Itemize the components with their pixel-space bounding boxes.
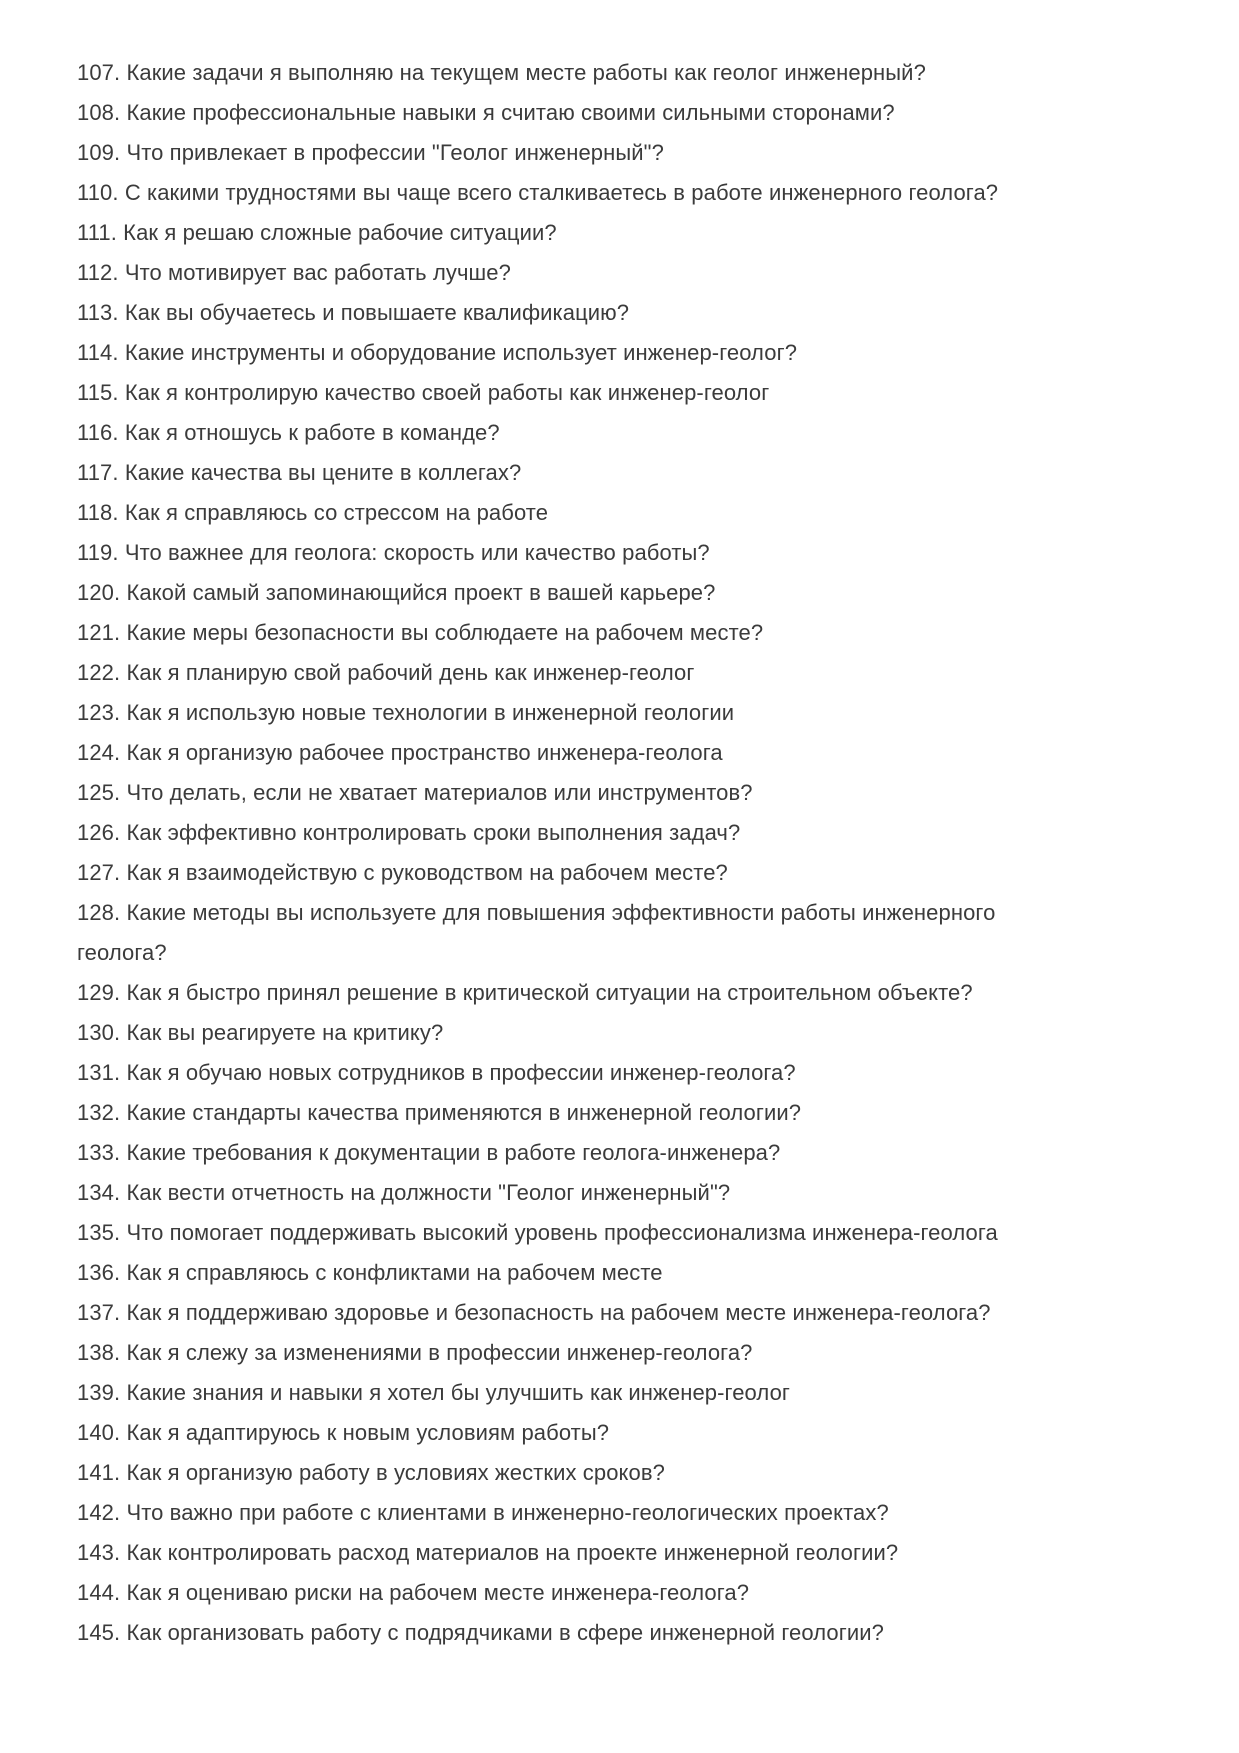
- question-item: [77, 1093, 1067, 1133]
- question-number: 131.: [77, 1060, 121, 1085]
- question-text: Какие инструменты и оборудование использует инженер-геолог?: [124, 340, 798, 365]
- question-text: Как я отношусь к работе в команде?: [124, 420, 500, 445]
- question-text: Как контролировать расход материалов на проекте инженерной геологии?: [126, 1540, 899, 1565]
- question-text: Что важнее для геолога: скорость или качество работы?: [124, 540, 710, 565]
- question-text: Как я организую рабочее пространство инженера-геолога: [126, 740, 723, 765]
- question-text: Какие методы вы используете для повышения эффективности работы инженерного геолога?: [77, 900, 996, 965]
- question-text: Какие стандарты качества применяются в инженерной геологии?: [126, 1100, 802, 1125]
- question-number: 122.: [77, 660, 121, 685]
- question-number: 114.: [77, 340, 119, 365]
- question-text: Как я адаптируюсь к новым условиям работы?: [126, 1420, 610, 1445]
- question-number: 128.: [77, 900, 121, 925]
- question-number: 117.: [77, 460, 119, 485]
- question-number: 137.: [77, 1300, 121, 1325]
- question-text: Что делать, если не хватает материалов или инструментов?: [126, 780, 753, 805]
- question-text: Какие профессиональные навыки я считаю своими сильными сторонами?: [126, 100, 895, 125]
- question-text: Что привлекает в профессии "Геолог инженерный"?: [126, 140, 664, 165]
- question-item: [77, 213, 1067, 253]
- question-text: Какие качества вы цените в коллегах?: [124, 460, 522, 485]
- question-item: [77, 853, 1067, 893]
- question-text: Как я справляюсь со стрессом на работе: [124, 500, 549, 525]
- question-number: 109.: [77, 140, 121, 165]
- question-item: [77, 1533, 1067, 1573]
- question-number: 135.: [77, 1220, 121, 1245]
- question-number: 144.: [77, 1580, 121, 1605]
- question-number: 141.: [77, 1460, 121, 1485]
- question-item: [77, 1053, 1067, 1093]
- question-text: Как я слежу за изменениями в профессии инженер-геолога?: [126, 1340, 753, 1365]
- question-item: [77, 653, 1067, 693]
- question-number: 110.: [77, 180, 119, 205]
- question-text: Что важно при работе с клиентами в инженерно-геологических проектах?: [126, 1500, 889, 1525]
- question-item: [77, 813, 1067, 853]
- question-number: 142.: [77, 1500, 121, 1525]
- question-text: Как я планирую свой рабочий день как инженер-геолог: [126, 660, 695, 685]
- question-item: [77, 573, 1067, 613]
- question-item: [77, 373, 1067, 413]
- question-text: Как организовать работу с подрядчиками в сфере инженерной геологии?: [126, 1620, 884, 1645]
- question-item: [77, 133, 1067, 173]
- question-text: Как вы обучаетесь и повышаете квалификацию?: [124, 300, 630, 325]
- question-item: [77, 253, 1067, 293]
- question-item: [77, 1133, 1067, 1173]
- question-item: [77, 693, 1067, 733]
- question-number: 130.: [77, 1020, 121, 1045]
- question-text: Как я контролирую качество своей работы как инженер-геолог: [124, 380, 770, 405]
- question-item: [77, 493, 1067, 533]
- question-number: 127.: [77, 860, 121, 885]
- question-number: 125.: [77, 780, 121, 805]
- question-item: [77, 93, 1067, 133]
- question-number: 143.: [77, 1540, 121, 1565]
- question-number: 107.: [77, 60, 121, 85]
- question-item: [77, 453, 1067, 493]
- question-text: Как я организую работу в условиях жестких сроков?: [126, 1460, 665, 1485]
- question-number: 111.: [77, 220, 117, 245]
- question-item: [77, 1413, 1067, 1453]
- question-item: [77, 893, 1067, 973]
- question-item: [77, 53, 1067, 93]
- question-number: 112.: [77, 260, 119, 285]
- question-item: [77, 733, 1067, 773]
- question-item: [77, 413, 1067, 453]
- question-number: 113.: [77, 300, 119, 325]
- question-number: 133.: [77, 1140, 121, 1165]
- question-number: 123.: [77, 700, 121, 725]
- question-item: [77, 333, 1067, 373]
- question-text: Как я взаимодействую с руководством на рабочем месте?: [126, 860, 728, 885]
- question-number: 108.: [77, 100, 121, 125]
- question-number: 118.: [77, 500, 119, 525]
- question-item: [77, 1293, 1067, 1333]
- question-text: Как я поддерживаю здоровье и безопасность на рабочем месте инженера-геолога?: [126, 1300, 991, 1325]
- question-text: Какие меры безопасности вы соблюдаете на рабочем месте?: [126, 620, 764, 645]
- question-item: [77, 533, 1067, 573]
- question-number: 121.: [77, 620, 121, 645]
- question-number: 116.: [77, 420, 119, 445]
- question-item: [77, 1253, 1067, 1293]
- question-text: Как я справляюсь с конфликтами на рабочем месте: [126, 1260, 663, 1285]
- question-item: [77, 613, 1067, 653]
- question-item: [77, 1373, 1067, 1413]
- question-number: 119.: [77, 540, 119, 565]
- question-text: Что мотивирует вас работать лучше?: [124, 260, 511, 285]
- question-number: 126.: [77, 820, 121, 845]
- question-item: [77, 1213, 1067, 1253]
- question-number: 139.: [77, 1380, 121, 1405]
- question-list: [77, 53, 1067, 1653]
- question-item: [77, 1493, 1067, 1533]
- question-text: Как я использую новые технологии в инженерной геологии: [126, 700, 735, 725]
- question-item: [77, 173, 1067, 213]
- question-number: 138.: [77, 1340, 121, 1365]
- question-text: Какой самый запоминающийся проект в вашей карьере?: [126, 580, 716, 605]
- question-item: [77, 293, 1067, 333]
- question-item: [77, 1613, 1067, 1653]
- question-item: [77, 1453, 1067, 1493]
- question-text: Как вести отчетность на должности "Геолог инженерный"?: [126, 1180, 731, 1205]
- question-number: 140.: [77, 1420, 121, 1445]
- question-text: Какие задачи я выполняю на текущем месте работы как геолог инженерный?: [126, 60, 926, 85]
- question-number: 115.: [77, 380, 119, 405]
- question-text: Какие требования к документации в работе геолога-инженера?: [126, 1140, 781, 1165]
- question-number: 136.: [77, 1260, 121, 1285]
- question-item: [77, 1013, 1067, 1053]
- question-text: Какие знания и навыки я хотел бы улучшить как инженер-геолог: [126, 1380, 791, 1405]
- question-number: 129.: [77, 980, 121, 1005]
- question-text: Как я решаю сложные рабочие ситуации?: [123, 220, 557, 245]
- question-text: С какими трудностями вы чаще всего сталкиваетесь в работе инженерного геолога?: [124, 180, 999, 205]
- question-item: [77, 973, 1067, 1013]
- question-number: 120.: [77, 580, 121, 605]
- question-text: Как я обучаю новых сотрудников в профессии инженер-геолога?: [126, 1060, 796, 1085]
- question-text: Как эффективно контролировать сроки выполнения задач?: [126, 820, 741, 845]
- question-number: 145.: [77, 1620, 121, 1645]
- question-number: 132.: [77, 1100, 121, 1125]
- question-number: 124.: [77, 740, 121, 765]
- question-text: Как вы реагируете на критику?: [126, 1020, 444, 1045]
- question-item: [77, 1573, 1067, 1613]
- question-text: Что помогает поддерживать высокий уровень профессионализма инженера-геолога: [126, 1220, 998, 1245]
- question-text: Как я оцениваю риски на рабочем месте инженера-геолога?: [126, 1580, 750, 1605]
- question-item: [77, 1333, 1067, 1373]
- question-number: 134.: [77, 1180, 121, 1205]
- question-item: [77, 1173, 1067, 1213]
- question-text: Как я быстро принял решение в критической ситуации на строительном объекте?: [126, 980, 973, 1005]
- question-item: [77, 773, 1067, 813]
